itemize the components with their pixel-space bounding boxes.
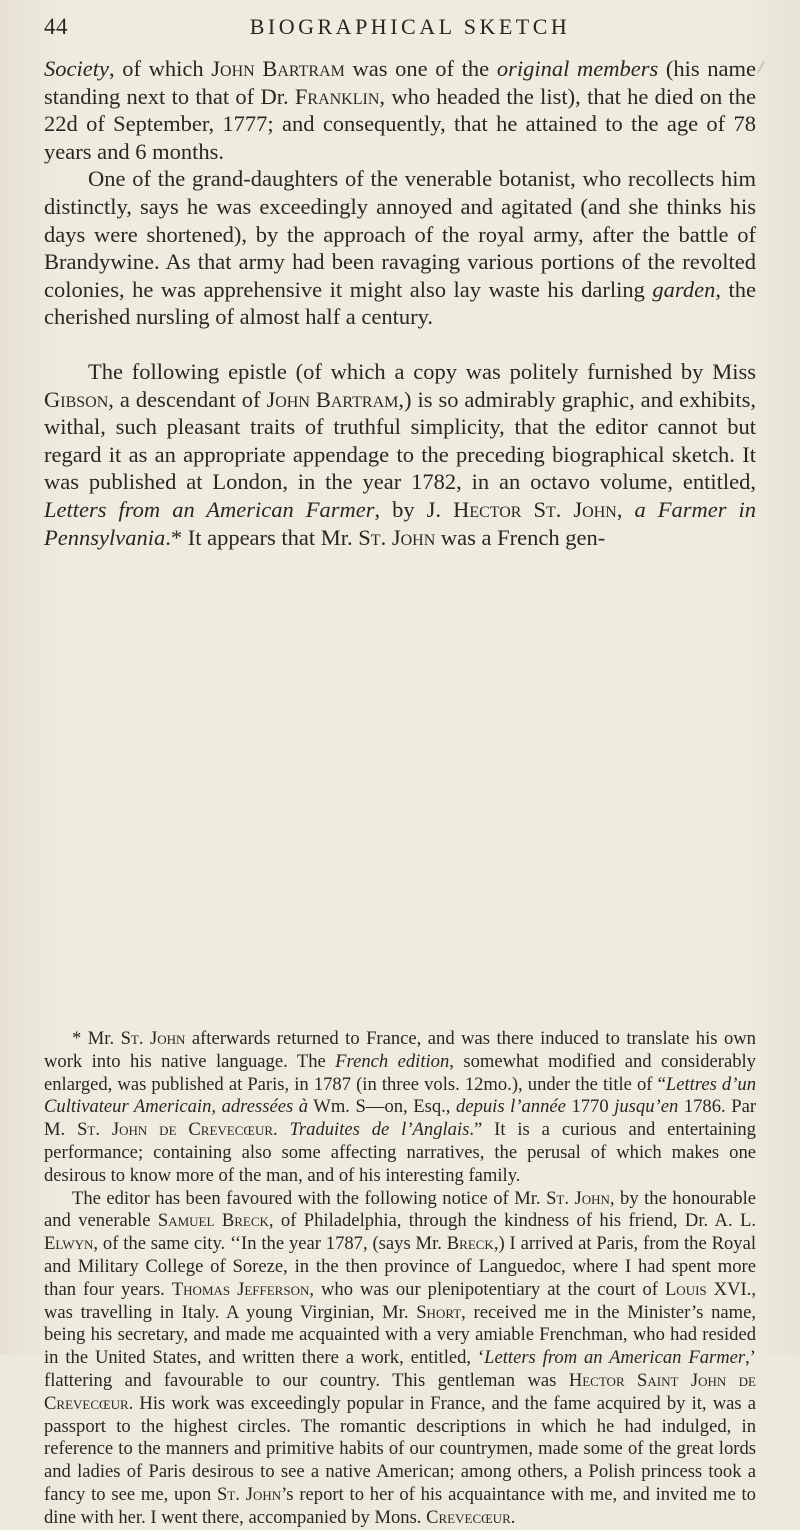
paragraph-1 bbox=[44, 55, 756, 165]
small-caps-text: Hector St. John bbox=[453, 496, 617, 522]
text-run: The editor has been favoured with the following notice of Mr. bbox=[72, 1187, 547, 1209]
small-caps-text: John Bartram bbox=[266, 386, 399, 412]
text-run: , of which bbox=[108, 56, 212, 81]
italic-text: garden bbox=[652, 276, 716, 302]
italic-text: Society bbox=[44, 56, 109, 81]
small-caps-text: Crevecœur bbox=[426, 1506, 511, 1528]
footnote-paragraph-1 bbox=[44, 1028, 756, 1188]
small-caps-text: St. John bbox=[546, 1187, 610, 1209]
text-run: . bbox=[510, 1506, 516, 1528]
text-run: The following epistle (of which a copy was politely furnished by Miss bbox=[88, 358, 756, 384]
footnote-paragraph-2 bbox=[44, 1188, 756, 1530]
text-run: , by the honourable and venerable bbox=[44, 1187, 757, 1232]
small-caps-text: Hector Saint John de Crevecœur bbox=[44, 1369, 756, 1414]
small-caps-text: Gibson bbox=[44, 386, 109, 412]
small-caps-text: John Bartram bbox=[211, 56, 345, 81]
italic-text: French edition bbox=[335, 1050, 450, 1072]
text-run: ,’ flattering and favourable to our country. This gentleman was bbox=[44, 1347, 756, 1391]
small-caps-text: Breck bbox=[446, 1233, 494, 1255]
text-run: afterwards returned to France, and was there induced to translate his own work into his native language. The bbox=[44, 1028, 756, 1072]
text-run: . His work was exceedingly popular in France, and the fame acquired by it, was a passport to the highest circles. The romantic descriptions in which he had indulged, in reference to the manners and primitive habits of our countrymen, made some of the great lords and ladies of Paris desirous to see a native American; among others, a Polish princess took a fancy to see me, upon bbox=[44, 1392, 756, 1505]
text-run: Wm. S—on, Esq., bbox=[308, 1096, 457, 1118]
text-run: XVI., was travelling in Italy. A young Virginian, Mr. bbox=[44, 1278, 756, 1323]
italic-text: Traduites de l’Anglais bbox=[289, 1119, 470, 1141]
text-run: was a French gen- bbox=[435, 524, 606, 550]
text-run: ’s report to her of his acquaintance with me, and invited me to dine with her. I went there, accompanied by Mons. bbox=[44, 1483, 756, 1528]
text-run: , a descendant of bbox=[108, 386, 267, 412]
text-run: 1786. Par M. bbox=[44, 1096, 757, 1141]
italic-text: original members bbox=[496, 56, 659, 81]
running-title: BIOGRAPHICAL SKETCH bbox=[249, 14, 571, 39]
text-run: , somewhat modified and considerably enlarged, was published at Paris, in 1787 (in three vols. 12mo.), under the title of “ bbox=[44, 1050, 756, 1095]
text-run: , bbox=[616, 496, 635, 522]
text-run: ,) is so admirably graphic, and exhibits, withal, such pleasant traits of truthful simplicity, that the editor cannot but regard it as an appropriate appendage to the preceding biographical sketch. It was published at London, in the year 1782, in an octavo volume, entitled, bbox=[44, 386, 757, 495]
text-run: , received me in the Minister’s name, being his secretary, and made me acquainted with a very amiable Frenchman, who had resided in the United States, and written there a work, entitled, ‘ bbox=[44, 1301, 756, 1369]
text-run: ,) I arrived at Paris, from the Royal and Military College of Soreze, in the then province of Languedoc, where I had spent more than four years. bbox=[44, 1233, 756, 1300]
small-caps-text: Samuel Breck bbox=[157, 1210, 269, 1232]
text-run: , who was our plenipotentiary at the court of bbox=[309, 1278, 665, 1300]
main-text bbox=[44, 55, 756, 551]
italic-text: Lettres d’un Cultivateur Americain, adressées à bbox=[44, 1073, 756, 1118]
italic-text: depuis l’année bbox=[456, 1096, 566, 1118]
page-number: 44 bbox=[44, 14, 68, 39]
small-caps-text: Franklin bbox=[294, 83, 380, 109]
text-run: * Mr. bbox=[72, 1028, 121, 1049]
text-run: , the cherished nursling of almost half a century. bbox=[44, 276, 756, 330]
text-run: was one of the bbox=[344, 56, 497, 81]
footnote bbox=[44, 1028, 756, 1530]
text-run: , of Philadelphia, through the kindness of his friend, Dr. A. L. bbox=[268, 1210, 756, 1232]
text-run: , of the same city. ‘‘In the year 1787, (says Mr. bbox=[93, 1233, 447, 1255]
text-run: (his name standing next to that of Dr. bbox=[44, 56, 757, 109]
small-caps-text: Thomas Jefferson bbox=[171, 1278, 310, 1300]
small-caps-text: St. John bbox=[217, 1483, 282, 1505]
italic-text: a Farmer in Pennsylvania bbox=[44, 496, 756, 550]
italic-text: Letters from an American Farmer bbox=[44, 496, 375, 522]
small-caps-text: St. John de Crevecœur bbox=[77, 1119, 274, 1141]
italic-text: jusqu’en bbox=[614, 1096, 679, 1118]
text-run: .* It appears that Mr. bbox=[165, 524, 359, 550]
text-run: One of the grand-daughters of the venerable botanist, who recollects him distinctly, says he was exceedingly annoyed and agitated (and she thinks his days were shortened), by the approach of the royal army, after the battle of Brandywine. As that army had been ravaging various portions of the revolted colonies, he was apprehensive it might also lay waste his darling bbox=[44, 166, 756, 302]
small-caps-text: St. John bbox=[358, 524, 436, 550]
text-run: , who headed the list), that he died on the 22d of September, 1777; and consequently, that he attained to the age of 78 years and 6 months. bbox=[44, 83, 756, 164]
paragraph-2 bbox=[44, 165, 756, 331]
small-caps-text: Elwyn bbox=[44, 1233, 94, 1255]
text-run: , by J. bbox=[374, 496, 454, 522]
text-run: 1770 bbox=[565, 1096, 615, 1118]
paragraph-3 bbox=[44, 358, 756, 551]
small-caps-text: Louis bbox=[664, 1278, 707, 1300]
small-caps-text: Short bbox=[416, 1301, 462, 1323]
text-run: . bbox=[273, 1119, 290, 1141]
text-run: .” It is a curious and entertaining performance; containing also some affecting narratives, the perusal of which makes one desirous to know more of the man, and of his interesting family. bbox=[44, 1119, 756, 1186]
margin-mark bbox=[757, 60, 766, 73]
italic-text: Letters from an American Farmer bbox=[484, 1347, 746, 1369]
small-caps-text: St. John bbox=[120, 1028, 186, 1049]
page-header bbox=[44, 14, 756, 48]
